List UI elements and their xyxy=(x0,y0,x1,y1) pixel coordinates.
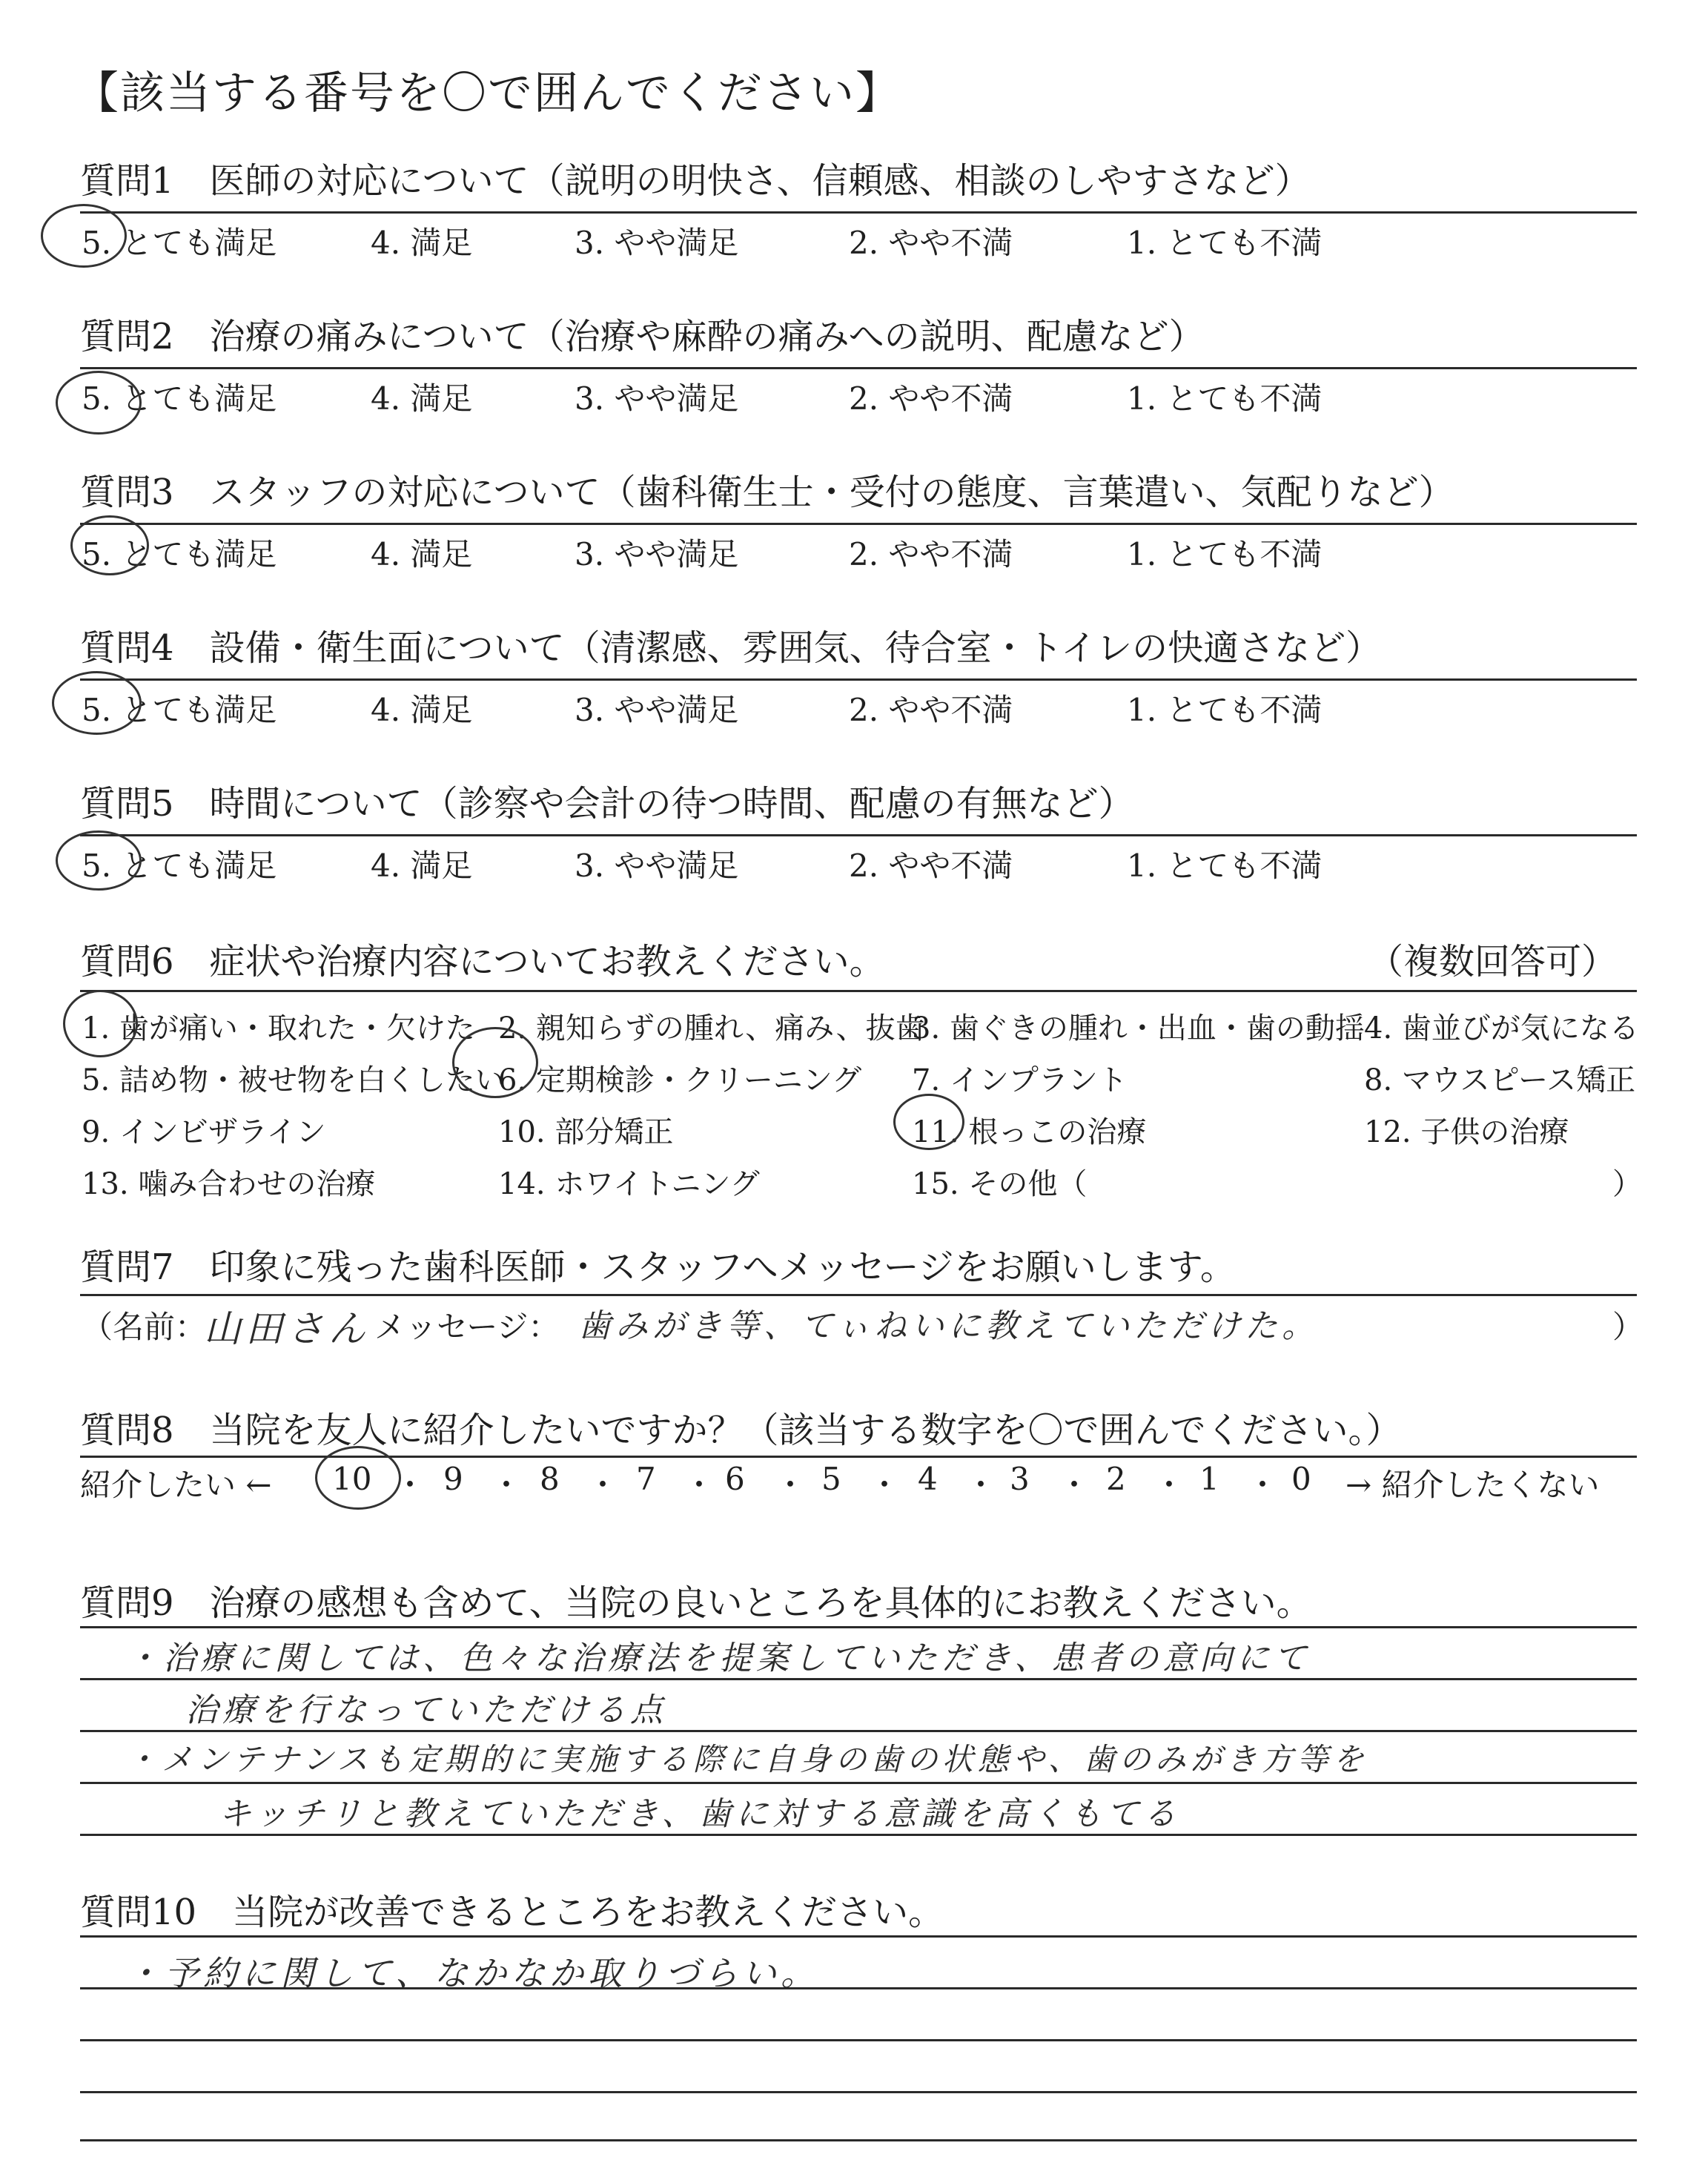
q5-selection-circle xyxy=(56,830,142,891)
q8-scale-dot: ・ xyxy=(491,1467,523,1503)
q3-selection-circle xyxy=(70,515,149,575)
q7-title: 質問7 印象に残った歯科医師・スタッフへメッセージをお願いします。 xyxy=(80,1246,1236,1288)
q2-option-3[interactable]: 3. やや満足 xyxy=(575,380,739,417)
q10-line-3 xyxy=(80,2039,1637,2041)
q9-answer-line-2: 治療を行なっていただける点 xyxy=(185,1691,667,1729)
q8-title: 質問8 当院を友人に紹介したいですか？（該当する数字を〇で囲んでください。） xyxy=(80,1410,1402,1451)
q1-divider xyxy=(80,211,1637,214)
q6-item-9[interactable]: 9. インビザライン xyxy=(82,1115,326,1149)
q6-item-6[interactable]: 6. 定期検診・クリーニング xyxy=(498,1063,862,1097)
q6-item-12[interactable]: 12. 子供の治療 xyxy=(1364,1115,1569,1149)
q7-divider xyxy=(80,1294,1637,1296)
q8-scale-dot: ・ xyxy=(1059,1467,1090,1503)
q4-option-4[interactable]: 4. 満足 xyxy=(371,692,473,728)
q8-scale-1[interactable]: 1 xyxy=(1199,1461,1219,1497)
page-header: 【該当する番号を〇で囲んでください】 xyxy=(74,67,901,119)
q5-option-4[interactable]: 4. 満足 xyxy=(371,848,473,884)
q8-scale-4[interactable]: 4 xyxy=(918,1461,938,1497)
q8-scale-3[interactable]: 3 xyxy=(1010,1461,1030,1497)
q7-message-label: メッセージ： xyxy=(374,1309,560,1345)
q7-name-handwritten: 山田さん xyxy=(204,1307,370,1350)
q3-option-3[interactable]: 3. やや満足 xyxy=(575,536,739,572)
q10-title: 質問10 当院が改善できるところをお教えください。 xyxy=(80,1892,944,1933)
q5-option-5[interactable]: 5. とても満足 xyxy=(82,848,277,884)
q10-answer-line-1: ・予約に関して、なかなか取りづらい。 xyxy=(126,1953,820,1993)
q6-multiple-note: （複数回答可） xyxy=(1368,941,1618,982)
q8-left-label: 紹介したい ← xyxy=(80,1467,272,1503)
q6-item-10[interactable]: 10. 部分矯正 xyxy=(498,1115,674,1149)
q9-answer-line-1: ・治療に関しては、色々な治療法を提案していただき、患者の意向にて xyxy=(126,1639,1311,1677)
q8-right-label: → 紹介したくない xyxy=(1345,1467,1600,1503)
q6-selection-circle-11 xyxy=(893,1094,964,1150)
q6-selection-circle-1 xyxy=(63,990,138,1057)
q9-line-4 xyxy=(80,1782,1637,1784)
q8-scale-dot: ・ xyxy=(869,1467,901,1503)
q4-option-2[interactable]: 2. やや不満 xyxy=(849,692,1013,728)
q3-option-1[interactable]: 1. とても不満 xyxy=(1127,536,1323,572)
q1-option-4[interactable]: 4. 満足 xyxy=(371,225,473,261)
q5-title: 質問5 時間について（診察や会計の待つ時間、配慮の有無など） xyxy=(80,783,1134,825)
q7-name-label: （名前： xyxy=(82,1309,207,1345)
q8-scale-dot: ・ xyxy=(1247,1467,1279,1503)
q10-line-1 xyxy=(80,1935,1637,1938)
q8-scale-2[interactable]: 2 xyxy=(1106,1461,1126,1497)
q6-selection-circle-6 xyxy=(452,1027,538,1098)
q8-scale-8[interactable]: 8 xyxy=(540,1461,560,1497)
q8-scale-5[interactable]: 5 xyxy=(821,1461,841,1497)
q1-option-1[interactable]: 1. とても不満 xyxy=(1127,225,1323,261)
q6-item-2[interactable]: 2. 親知らずの腫れ、痛み、抜歯 xyxy=(498,1011,925,1046)
q6-item-8[interactable]: 8. マウスピース矯正 xyxy=(1364,1063,1636,1097)
q3-option-2[interactable]: 2. やや不満 xyxy=(849,536,1013,572)
q8-scale-dot: ・ xyxy=(683,1467,715,1503)
q8-scale-dot: ・ xyxy=(965,1467,997,1503)
q8-selection-circle xyxy=(315,1446,401,1510)
q8-scale-9[interactable]: 9 xyxy=(443,1461,463,1497)
q1-option-3[interactable]: 3. やや満足 xyxy=(575,225,739,261)
q6-item-11[interactable]: 11. 根っこの治療 xyxy=(912,1115,1147,1149)
q6-item-3[interactable]: 3. 歯ぐきの腫れ・出血・歯の動揺 xyxy=(912,1011,1365,1046)
q8-scale-10[interactable]: 10 xyxy=(332,1461,372,1497)
q5-divider xyxy=(80,834,1637,836)
q6-item-4[interactable]: 4. 歯並びが気になる xyxy=(1364,1011,1639,1046)
q2-selection-circle xyxy=(56,371,142,435)
q3-option-4[interactable]: 4. 満足 xyxy=(371,536,473,572)
q4-option-3[interactable]: 3. やや満足 xyxy=(575,692,739,728)
q8-scale-0[interactable]: 0 xyxy=(1291,1461,1311,1497)
q10-line-5 xyxy=(80,2139,1637,2141)
q1-option-2[interactable]: 2. やや不満 xyxy=(849,225,1013,261)
q2-option-4[interactable]: 4. 満足 xyxy=(371,380,473,417)
q6-item-13[interactable]: 13. 噛み合わせの治療 xyxy=(82,1167,376,1201)
q8-scale-dot: ・ xyxy=(775,1467,807,1503)
q2-option-5[interactable]: 5. とても満足 xyxy=(82,380,277,417)
q6-item-7[interactable]: 7. インプラント xyxy=(912,1063,1128,1097)
q1-option-5[interactable]: 5. とても満足 xyxy=(82,225,277,261)
q5-option-3[interactable]: 3. やや満足 xyxy=(575,848,739,884)
q5-option-1[interactable]: 1. とても不満 xyxy=(1127,848,1323,884)
q3-title: 質問3 スタッフの対応について（歯科衛生士・受付の態度、言葉遣い、気配りなど） xyxy=(80,472,1454,513)
q6-divider xyxy=(80,990,1637,992)
q4-title: 質問4 設備・衛生面について（清潔感、雰囲気、待合室・トイレの快適さなど） xyxy=(80,627,1382,669)
q4-option-5[interactable]: 5. とても満足 xyxy=(82,692,277,728)
q9-answer-line-4: キッチリと教えていただき、歯に対する意識を高くもてる xyxy=(219,1795,1181,1833)
q6-title: 質問6 症状や治療内容についてお教えください。 xyxy=(80,941,885,982)
q6-item-15[interactable]: 15. その他（ xyxy=(912,1167,1088,1201)
q3-option-5[interactable]: 5. とても満足 xyxy=(82,536,277,572)
q9-line-1 xyxy=(80,1626,1637,1628)
q2-divider xyxy=(80,367,1637,369)
q2-option-2[interactable]: 2. やや不満 xyxy=(849,380,1013,417)
q4-option-1[interactable]: 1. とても不満 xyxy=(1127,692,1323,728)
q8-divider xyxy=(80,1456,1637,1458)
q1-title: 質問1 医師の対応について（説明の明快さ、信頼感、相談のしやすさなど） xyxy=(80,160,1311,202)
q6-other-close-paren: ） xyxy=(1612,1167,1642,1201)
q7-close-paren: ） xyxy=(1612,1309,1644,1345)
q6-item-1[interactable]: 1. 歯が痛い・取れた・欠けた xyxy=(82,1011,475,1046)
q4-selection-circle xyxy=(52,671,142,735)
q10-line-4 xyxy=(80,2091,1637,2093)
q4-divider xyxy=(80,678,1637,681)
q9-answer-line-3: ・メンテナンスも定期的に実施する際に自身の歯の状態や、歯のみがき方等を xyxy=(126,1741,1368,1777)
q2-option-1[interactable]: 1. とても不満 xyxy=(1127,380,1323,417)
q7-message-handwritten: 歯みがき等、てぃねいに教えていただけた。 xyxy=(578,1307,1320,1345)
q2-title: 質問2 治療の痛みについて（治療や麻酔の痛みへの説明、配慮など） xyxy=(80,316,1205,357)
q9-title: 質問9 治療の感想も含めて、当院の良いところを具体的にお教えください。 xyxy=(80,1582,1312,1624)
q6-item-5[interactable]: 5. 詰め物・被せ物を白くしたい xyxy=(82,1063,505,1097)
q8-scale-dot: ・ xyxy=(587,1467,619,1503)
q8-scale-dot: ・ xyxy=(394,1467,426,1503)
q8-scale-6[interactable]: 6 xyxy=(725,1461,745,1497)
q8-scale-7[interactable]: 7 xyxy=(636,1461,656,1497)
q6-item-14[interactable]: 14. ホワイトニング xyxy=(498,1167,760,1201)
q3-divider xyxy=(80,523,1637,525)
q1-selection-circle xyxy=(41,204,127,268)
q8-scale-dot: ・ xyxy=(1153,1467,1185,1503)
q5-option-2[interactable]: 2. やや不満 xyxy=(849,848,1013,884)
